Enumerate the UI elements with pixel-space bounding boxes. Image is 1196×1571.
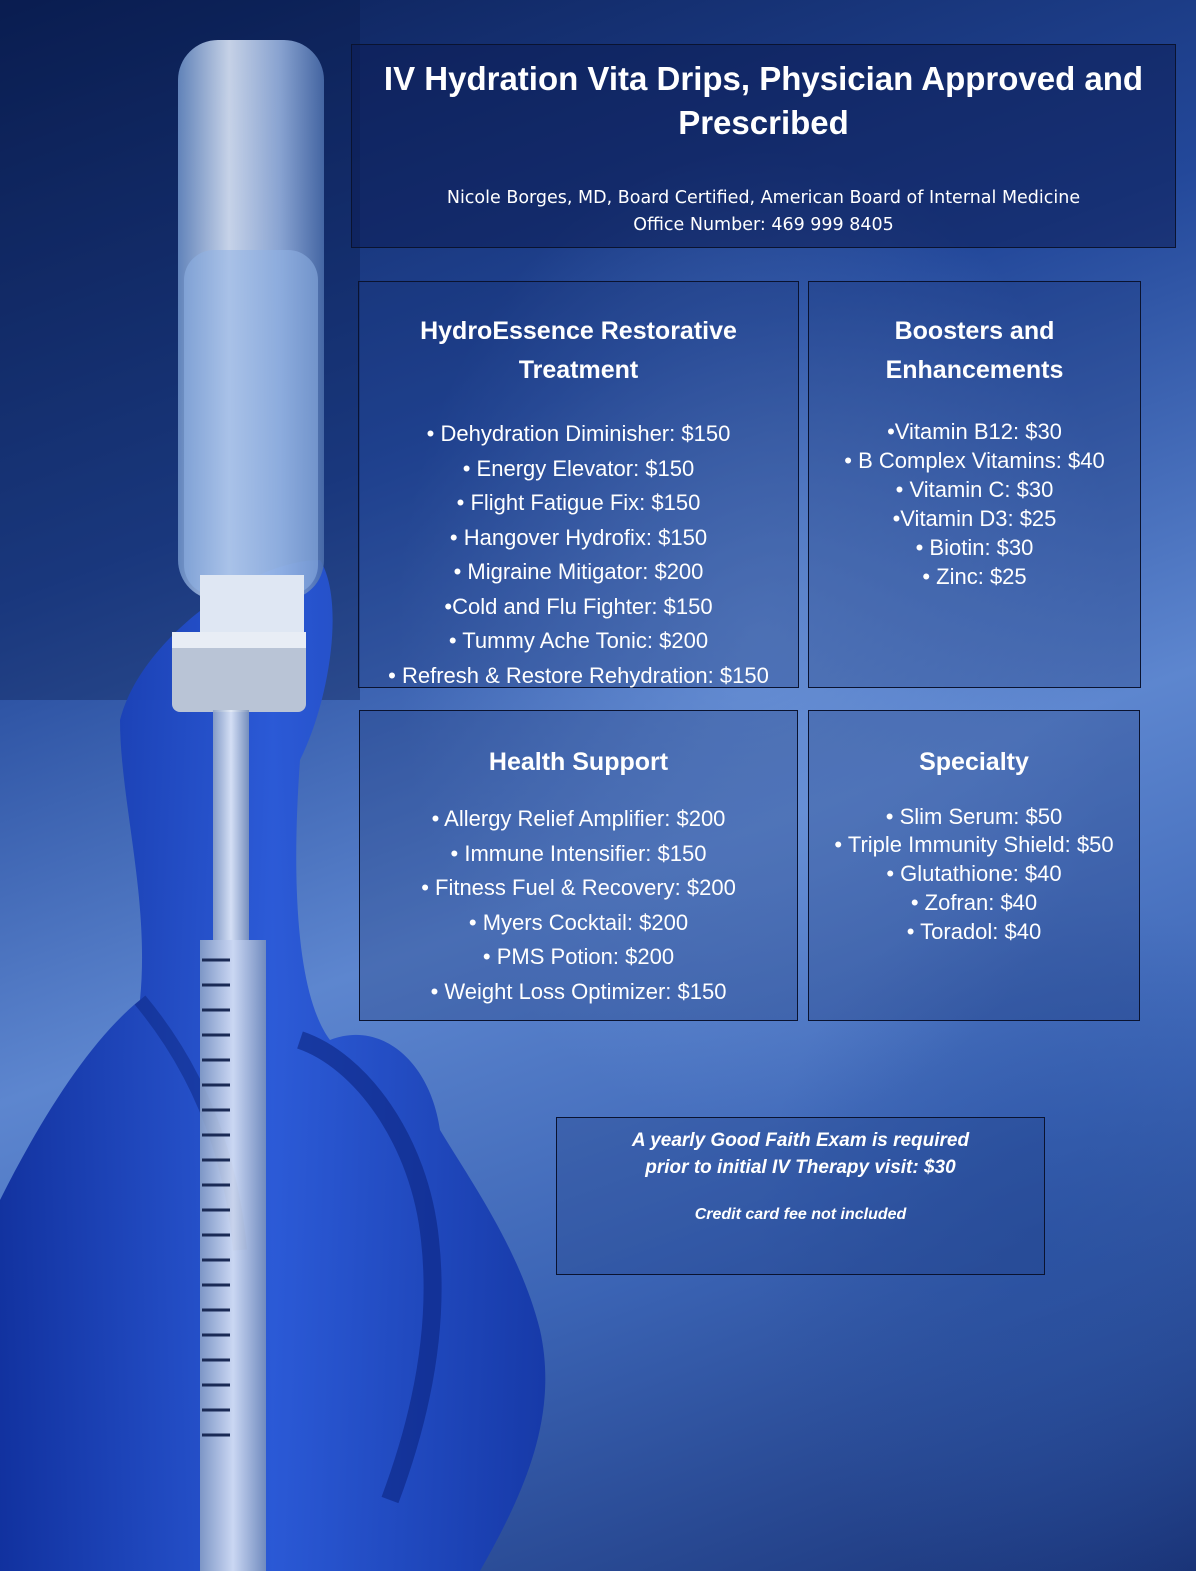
price-list [360,802,797,1009]
list-item: • Energy Elevator: $150 [462,455,695,481]
list-item: • Zofran: $40 [910,890,1038,915]
price-list [809,417,1140,591]
section-boosters [808,281,1141,688]
list-item: • Tummy Ache Tonic: $200 [448,628,709,653]
physician-credentials: Nicole Borges, MD, Board Certified, American Board of Internal Medicine [446,188,1081,208]
list-item: • Dehydration Diminisher: $150 [426,421,731,446]
list-item: • Migraine Mitigator: $200 [453,559,704,584]
list-item: • Slim Serum: $50 [885,804,1063,829]
price-list [809,802,1139,946]
section-title: HydroEssence Restorative Treatment [420,317,737,384]
list-item: • Hangover Hydrofix: $150 [449,524,708,550]
list-item: • Immune Intensifier: $150 [450,840,707,866]
section-specialty [808,710,1140,1021]
page-title: IV Hydration Vita Drips, Physician Approved and Prescribed [383,60,1144,141]
list-item: • Zinc: $25 [922,564,1027,589]
exam-note-panel [556,1117,1045,1275]
section-health-support [359,710,798,1021]
list-item: • Triple Immunity Shield: $50 [834,832,1114,857]
list-item: • PMS Potion: $200 [482,944,675,969]
title-panel [351,44,1176,248]
exam-requirement-line: A yearly Good Faith Exam is required [631,1130,970,1151]
list-item: • Fitness Fuel & Recovery: $200 [421,875,736,900]
credit-card-fee-note: Credit card fee not included [694,1206,907,1223]
list-item: • Toradol: $40 [906,919,1042,944]
section-title: Specialty [919,748,1029,776]
list-item: • Flight Fatigue Fix: $150 [456,490,701,515]
list-item: • Myers Cocktail: $200 [468,909,689,935]
price-list [359,417,798,693]
list-item: •Vitamin B12: $30 [887,419,1062,444]
list-item: • Allergy Relief Amplifier: $200 [431,806,726,831]
office-number: Office Number: 469 999 8405 [633,215,894,235]
list-item: • Vitamin C: $30 [895,477,1054,502]
list-item: • Refresh & Restore Rehydration: $150 [388,662,769,688]
list-item: • Glutathione: $40 [886,861,1062,886]
section-hydroessence [358,281,799,688]
list-item: •Vitamin D3: $25 [892,506,1057,531]
section-title: Health Support [488,748,669,776]
section-title: Boosters and Enhancements [885,317,1064,384]
list-item: • Weight Loss Optimizer: $150 [430,978,727,1004]
list-item: • Biotin: $30 [915,535,1034,560]
list-item: •Cold and Flu Fighter: $150 [444,593,713,619]
exam-price-line: prior to initial IV Therapy visit: $30 [645,1157,956,1178]
list-item: • B Complex Vitamins: $40 [844,448,1105,473]
